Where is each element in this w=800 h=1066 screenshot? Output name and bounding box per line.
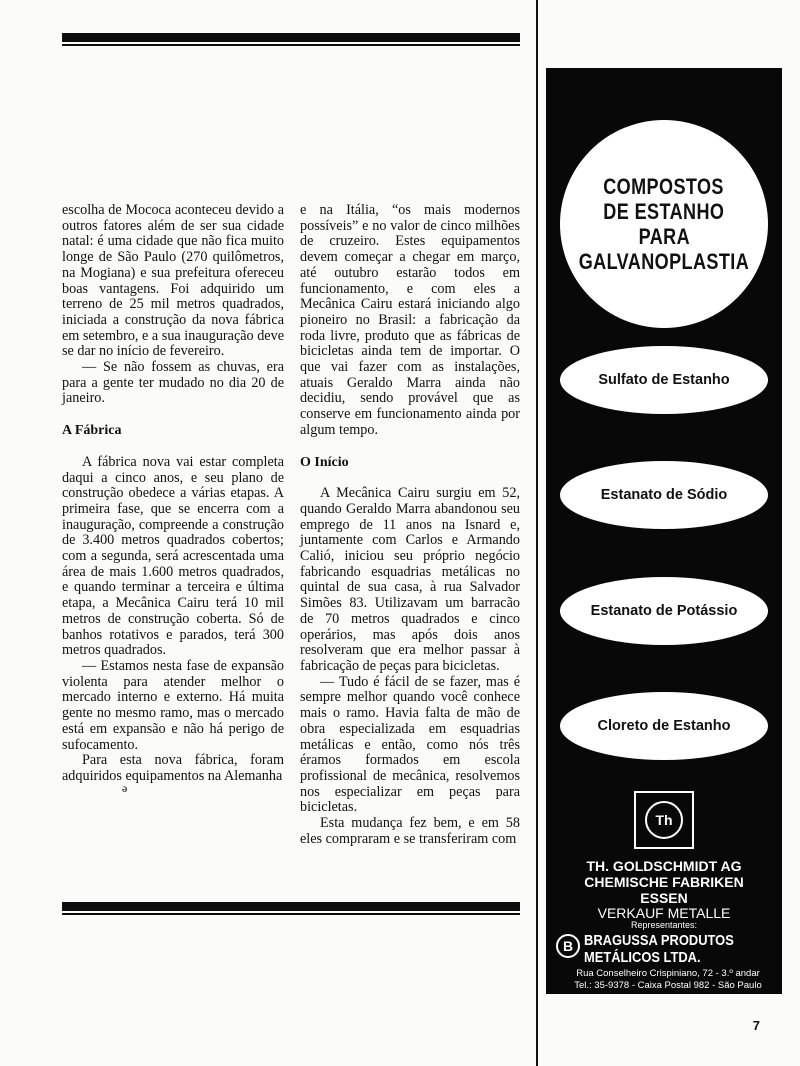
representative-block: [556, 932, 778, 966]
top-rule-thin: [62, 44, 520, 46]
logo-mark: Th: [645, 801, 683, 839]
representantes-label: Representantes:: [630, 920, 698, 930]
product-oval: Estanato de Sódio: [560, 461, 768, 529]
company-line: TH. GOLDSCHMIDT AG: [586, 858, 742, 874]
paragraph: e na Itália, “os mais modernos possíveis” e no valor de cinco milhões de cruzeiro. Estes equipamentos devem começar a chegar em março, até outubro estarão todos em funcionamento, e com eles a Mecânica Cairu estará iniciando algo pioneiro no Brasil: a fabricação da roda livre, produto que as fábricas de bicicletas ainda tem de importar. O que vai fazer com as instalações, atuais Geraldo Marra ainda não decidiu, sendo provável que as conserve em funcionamento ainda por algum tempo.: [300, 202, 520, 438]
ad-title-circle: [560, 120, 768, 328]
address-line: Rua Conselheiro Crispiniano, 72 - 3.º andar: [576, 968, 760, 979]
product-oval: Estanato de Potássio: [560, 577, 768, 645]
ad-title-line: PARA: [638, 224, 690, 249]
paragraph: escolha de Mococa aconteceu devido a outros fatores além de ser sua cidade natal: é uma cidade que não fica muito longe de São Paulo (270 quilômetros, na Mogiana) e sua prefeitura ofereceu boas vantagens. Foi adquirido um terreno de 25 mil metros quadrados, iniciada a construção da nova fábrica em setembro, e a sua inauguração deve se dar no início de fevereiro.: [62, 202, 284, 360]
company-line: VERKAUF METALLE: [597, 905, 731, 921]
ad-title-line: GALVANOPLASTIA: [578, 249, 750, 274]
ad-title-line: COMPOSTOS: [603, 174, 725, 199]
paragraph: A fábrica nova vai estar completa daqui a cinco anos, e seu plano de construção obedece a várias etapas. A primeira fase, que se encerra com a inauguração, compreende a construção de 3.400 metros quadrados cobertos; com a segunda, será acrescentada uma área de mais 1.600 metros quadrados, e quando terminar a terceira e última etapa, a Mecânica Cairu terá 10 mil metros de construção coberta. Só de banhos rotativos e parados, terá 300 metros quadrados.: [62, 453, 284, 659]
ad-title-line: DE ESTANHO: [603, 199, 725, 224]
representative-name: METÁLICOS LTDA.: [584, 949, 701, 966]
company-line: ESSEN: [640, 890, 688, 906]
advertisement: [546, 68, 782, 994]
goldschmidt-logo: [634, 791, 694, 849]
contact-line: Tel.: 35-9378 - Caixa Postal 982 - São Paulo: [574, 980, 762, 991]
paragraph: A Mecânica Cairu surgiu em 52, quando Geraldo Marra abandonou seu emprego de 11 anos na Isnard e, juntamente com Carlos e Armando Calió, iniciou seu próprio negócio fabricando esquadrias metálicas no quintal de sua casa, à rua Salvador Simões 83. Utilizavam um barracão de 70 metros quadrados e cinco operários, mas após dois anos resolveram que era melhor passar à fabricação de peças para bicicletas.: [300, 485, 520, 674]
paragraph: — Estamos nesta fase de expansão violenta para atender melhor o mercado interno e externo. Há muita gente no mesmo ramo, mas o mercado está em expansão e não há perigo de sufocamento.: [62, 657, 284, 753]
paragraph: Para esta nova fábrica, foram adquiridos equipamentos na Alemanha: [62, 752, 284, 784]
article-column-2: [300, 203, 520, 847]
page-number: 7: [752, 1018, 760, 1033]
column-divider: [536, 0, 538, 1066]
paragraph: Esta mudança fez bem, e em 58 eles compraram e se transferiram com: [300, 815, 520, 847]
bottom-rule-thin: [62, 913, 520, 915]
top-rule: [62, 33, 520, 42]
article-column-1: [62, 203, 284, 785]
paragraph: — Se não fossem as chuvas, era para a gente ter mudado no dia 20 de janeiro.: [62, 359, 284, 407]
company-line: CHEMISCHE FABRIKEN: [584, 874, 744, 890]
section-heading: O Início: [300, 454, 349, 470]
bragussa-logo-icon: B: [556, 934, 580, 958]
section-heading: A Fábrica: [62, 423, 122, 439]
paragraph: — Tudo é fácil de se fazer, mas é sempre melhor quando você conhece mais o ramo. Havia falta de mão de obra especializada em esquadrias metálicas e então, como nós três éramos formados em escola profissional de mecânica, resolvemos nos especializar em peças para bicicletas.: [300, 673, 520, 816]
representative-name: BRAGUSSA PRODUTOS: [584, 932, 734, 949]
product-oval: Cloreto de Estanho: [560, 692, 768, 760]
product-oval: Sulfato de Estanho: [560, 346, 768, 414]
bottom-rule: [62, 902, 520, 911]
stray-mark: ə: [122, 781, 128, 795]
